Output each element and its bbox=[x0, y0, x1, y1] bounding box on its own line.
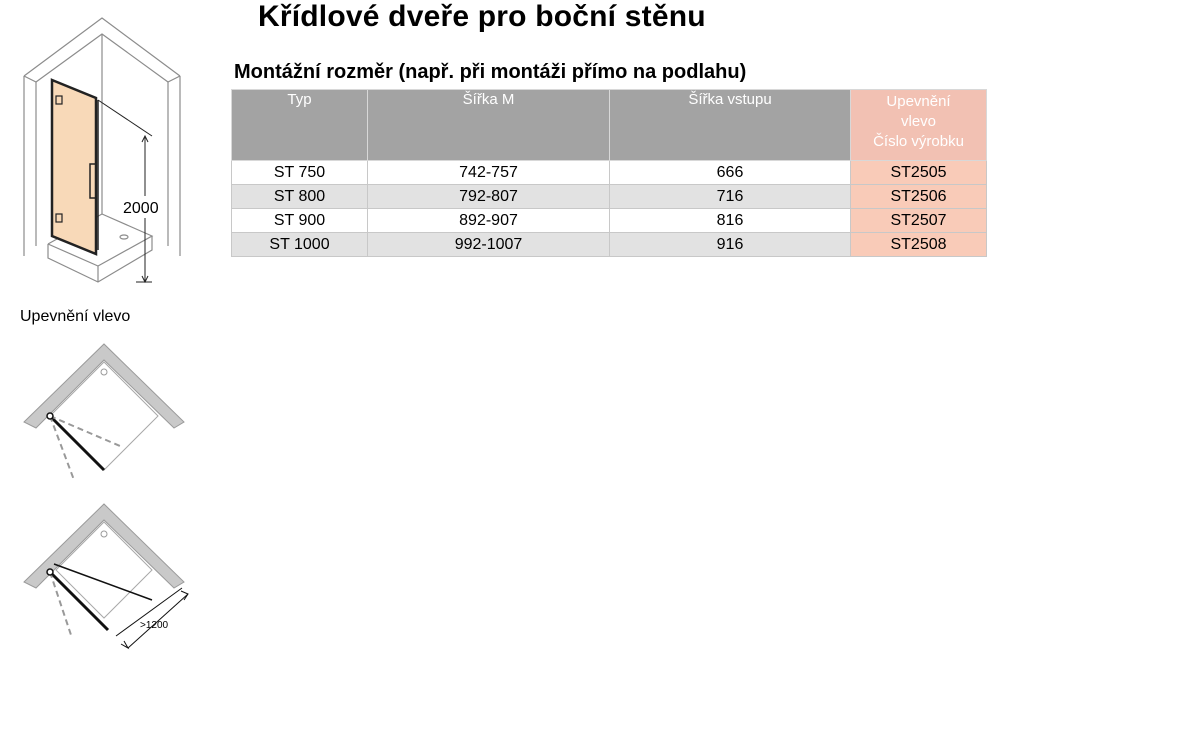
dimension-table bbox=[231, 89, 987, 257]
cell-type: ST 1000 bbox=[232, 233, 368, 257]
header-type: Typ bbox=[232, 90, 368, 161]
top-view-clearance-diagram bbox=[20, 500, 190, 665]
table-row bbox=[232, 185, 987, 209]
cell-entry-width: 916 bbox=[610, 233, 851, 257]
cell-product-number: ST2506 bbox=[851, 185, 987, 209]
pivot-icon bbox=[47, 413, 53, 419]
cell-product-number: ST2505 bbox=[851, 161, 987, 185]
cell-width-m: 742-757 bbox=[368, 161, 610, 185]
door-isometric-illustration bbox=[18, 14, 188, 294]
section-subtitle: Montážní rozměr (např. při montáži přímo na podlahu) bbox=[234, 61, 747, 83]
cell-entry-width: 816 bbox=[610, 209, 851, 233]
clearance-label: >1200 bbox=[140, 620, 169, 631]
cell-entry-width: 716 bbox=[610, 185, 851, 209]
table-row bbox=[232, 233, 987, 257]
table-row bbox=[232, 209, 987, 233]
page-title: Křídlové dveře pro boční stěnu bbox=[258, 0, 706, 33]
cell-entry-width: 666 bbox=[610, 161, 851, 185]
cell-type: ST 750 bbox=[232, 161, 368, 185]
header-width-m: Šířka M bbox=[368, 90, 610, 161]
cell-type: ST 800 bbox=[232, 185, 368, 209]
cell-type: ST 900 bbox=[232, 209, 368, 233]
cell-product-number: ST2508 bbox=[851, 233, 987, 257]
cell-width-m: 892-907 bbox=[368, 209, 610, 233]
cell-product-number: ST2507 bbox=[851, 209, 987, 233]
pivot-icon bbox=[47, 569, 53, 575]
table-header-row bbox=[232, 90, 987, 161]
mounting-caption: Upevnění vlevo bbox=[20, 308, 131, 325]
header-entry-width: Šířka vstupu bbox=[610, 90, 851, 161]
table-row bbox=[232, 161, 987, 185]
cell-width-m: 992-1007 bbox=[368, 233, 610, 257]
header-product-number: Upevnění vlevo Číslo výrobku bbox=[851, 90, 987, 161]
top-view-opening-diagram bbox=[20, 340, 190, 490]
height-dimension-label: 2000 bbox=[123, 200, 159, 217]
cell-width-m: 792-807 bbox=[368, 185, 610, 209]
